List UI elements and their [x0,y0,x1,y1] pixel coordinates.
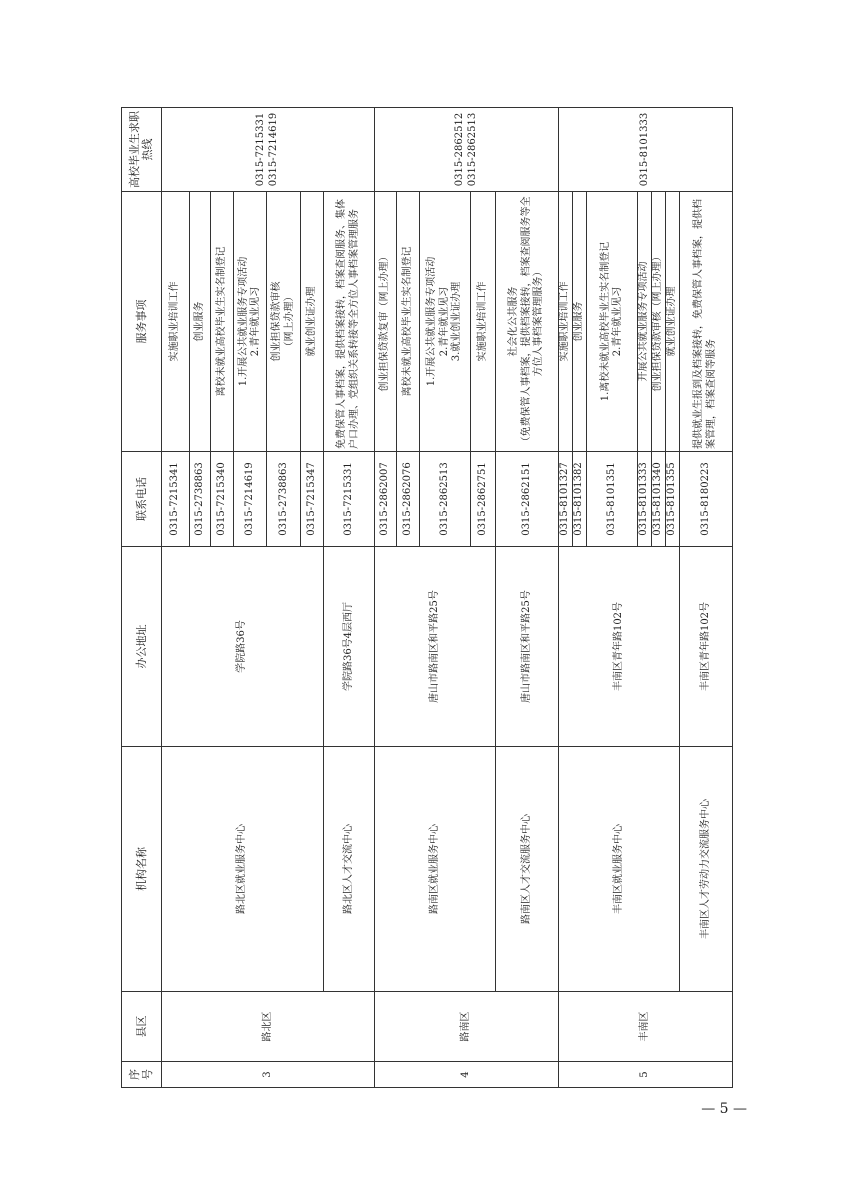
phone-cell: 0315-2862007 [374,452,397,547]
address-cell: 学院路36号 [161,547,323,747]
service-cell: 1.离校未就业高校毕业生实名制登记 2.青年就业见习 [586,192,637,452]
service-cell: 创业担保贷款审核 （网上办理） [266,192,300,452]
header-address: 办公地址 [121,547,161,747]
phone-cell: 0315-7215331 [323,452,374,547]
phone-cell: 0315-8180223 [679,452,732,547]
header-seq: 序号 [121,1062,161,1088]
org-name-cell: 丰南区人才劳动力交流服务中心 [679,747,732,992]
org-name-cell: 路北区就业服务中心 [161,747,323,992]
header-row [121,108,161,1088]
service-cell: 创业担保贷款审核（网上办理） [651,192,665,452]
service-cell: 实施职业培训工作 [161,192,189,452]
phone-cell: 0315-8101355 [665,452,679,547]
seq-cell: 5 [558,1062,732,1088]
header-service: 服务事项 [121,192,161,452]
org-name-cell: 丰南区就业服务中心 [558,747,678,992]
phone-cell: 0315-2738863 [266,452,300,547]
org-name-cell: 路南区人才交流服务中心 [495,747,559,992]
county-cell: 路南区 [374,992,558,1062]
table-row [558,108,572,1088]
phone-cell: 0315-7215347 [300,452,323,547]
phone-cell: 0315-2862076 [396,452,419,547]
rotated-table-sheet [121,108,733,1088]
service-cell: 社会化公共服务 （免费保管人事档案，提供档案接转，档案查阅服务等全方位人事档案管理服务） [495,192,559,452]
hotline-cell: 0315-8101333 [558,108,732,192]
phone-cell: 0315-2862751 [470,452,495,547]
service-cell: 离校未就业高校毕业生实名制登记 [396,192,419,452]
phone-cell: 0315-8101351 [586,452,637,547]
address-cell: 唐山市路南区和平路25号 [495,547,559,747]
table-row [679,108,732,1088]
page-number: — 5 — [701,1101,747,1117]
header-hotline: 高校毕业生求职热线 [121,108,161,192]
phone-cell: 0315-8101333 [637,452,651,547]
hotline-cell: 0315-2862512 0315-2862513 [374,108,558,192]
service-cell: 提供就业生报到及档案接转，免费保管人事档案，提供档案管理，档案查阅等服务 [679,192,732,452]
table-row [374,108,397,1088]
phone-cell: 0315-7214619 [233,452,267,547]
service-cell: 免费保管人事档案，提供档案接转，档案查阅服务、集体户口办理、党组织关系转接等全方位人事档案管理服务 [323,192,374,452]
county-cell: 丰南区 [558,992,732,1062]
county-cell: 路北区 [161,992,374,1062]
seq-cell: 3 [161,1062,374,1088]
service-cell: 实施职业培训工作 [558,192,572,452]
phone-cell: 0315-2738863 [189,452,211,547]
table-row [161,108,189,1088]
service-cell: 就业创业证办理 [665,192,679,452]
table-row [495,108,559,1088]
phone-cell: 0315-8101382 [572,452,586,547]
address-cell: 学院路36号4层西厅 [323,547,374,747]
header-phone: 联系电话 [121,452,161,547]
org-name-cell: 路南区就业服务中心 [374,747,495,992]
hotline-cell: 0315-7215331 0315-7214619 [161,108,374,192]
address-cell: 唐山市路南区和平路25号 [374,547,495,747]
service-cell: 开展公共就业服务专项活动 [637,192,651,452]
service-cell: 实施职业培训工作 [470,192,495,452]
org-name-cell: 路北区人才交流中心 [323,747,374,992]
service-cell: 创业服务 [189,192,211,452]
phone-cell: 0315-7215341 [161,452,189,547]
phone-cell: 0315-8101327 [558,452,572,547]
table-row [323,108,374,1088]
service-cell: 创业服务 [572,192,586,452]
phone-cell: 0315-2862151 [495,452,559,547]
seq-cell: 4 [374,1062,558,1088]
address-cell: 丰南区青年路102号 [558,547,678,747]
address-cell: 丰南区青年路102号 [679,547,732,747]
service-cell: 就业创业证办理 [300,192,323,452]
header-county: 县区 [121,992,161,1062]
service-cell: 1.开展公共就业服务专项活动 2.青年就业见习 3.就业创业证办理 [419,192,470,452]
service-cell: 1.开展公共就业服务专项活动 2.青年就业见习 [233,192,267,452]
header-org: 机构名称 [121,747,161,992]
service-cell: 离校未就业高校毕业生实名制登记 [210,192,233,452]
phone-cell: 0315-2862513 [419,452,470,547]
service-cell: 创业担保贷款复审（网上办理） [374,192,397,452]
service-table [121,107,733,1088]
phone-cell: 0315-7215340 [210,452,233,547]
phone-cell: 0315-8101340 [651,452,665,547]
